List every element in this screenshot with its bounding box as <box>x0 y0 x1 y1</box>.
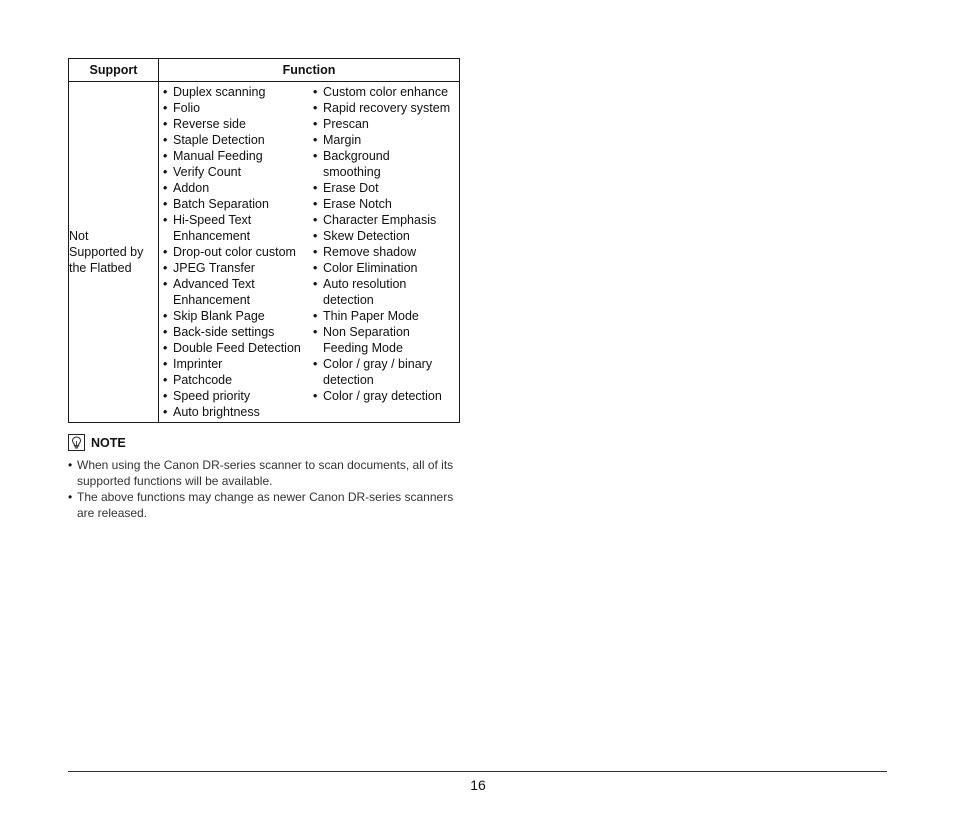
function-list-item: • Color / gray detection <box>313 388 459 404</box>
function-list-item: • Imprinter <box>163 356 313 372</box>
function-list-item: • Erase Dot <box>313 180 459 196</box>
function-list-item: • Manual Feeding <box>163 148 313 164</box>
function-list-item: • Thin Paper Mode <box>313 308 459 324</box>
function-list-item: • Skip Blank Page <box>163 308 313 324</box>
function-list-item: • Margin <box>313 132 459 148</box>
note-heading <box>68 434 126 451</box>
function-list-item: • Back-side settings <box>163 324 313 340</box>
table-row <box>69 82 460 423</box>
table-header-row <box>69 59 460 82</box>
function-list-item: • JPEG Transfer <box>163 260 313 276</box>
footer-divider <box>68 771 887 772</box>
note-list <box>68 457 460 521</box>
support-column-header: Support <box>69 59 159 82</box>
page-number: 16 <box>470 777 486 793</box>
function-list-item: • Prescan <box>313 116 459 132</box>
note-label: NOTE <box>91 435 126 450</box>
function-list-item: • Background smoothing <box>313 148 459 180</box>
function-list-item: • Remove shadow <box>313 244 459 260</box>
function-list-item: • Skew Detection <box>313 228 459 244</box>
function-list-item: • Double Feed Detection <box>163 340 313 356</box>
function-list-item: • Patchcode <box>163 372 313 388</box>
function-list-item: • Advanced Text Enhancement <box>163 276 313 308</box>
function-list-item: • Hi-Speed Text Enhancement <box>163 212 313 244</box>
function-column-header: Function <box>159 59 460 82</box>
function-list-item: • Duplex scanning <box>163 84 313 100</box>
function-list-item: • Staple Detection <box>163 132 313 148</box>
function-list-left <box>163 84 313 420</box>
function-list-item: • Drop-out color custom <box>163 244 313 260</box>
function-list-item: • Rapid recovery system <box>313 100 459 116</box>
function-list-item: • Verify Count <box>163 164 313 180</box>
lightbulb-icon <box>68 434 85 451</box>
support-value-cell <box>69 82 159 423</box>
function-list-item: • Color / gray / binary detection <box>313 356 459 388</box>
note-item: • The above functions may change as newer Canon DR-series scanners are released. <box>68 489 460 521</box>
function-list-item: • Batch Separation <box>163 196 313 212</box>
function-list-item: • Auto brightness <box>163 404 313 420</box>
function-list-item: • Speed priority <box>163 388 313 404</box>
function-list-item: • Non Separation Feeding Mode <box>313 324 459 356</box>
function-list-cell <box>159 82 460 423</box>
function-list-item: • Color Elimination <box>313 260 459 276</box>
function-list-item: • Auto resolution detection <box>313 276 459 308</box>
function-support-table <box>68 58 460 423</box>
function-list-item: • Erase Notch <box>313 196 459 212</box>
function-list-item: • Custom color enhance <box>313 84 459 100</box>
function-list-item: • Character Emphasis <box>313 212 459 228</box>
note-item: • When using the Canon DR-series scanner to scan documents, all of its supported functions will be available. <box>68 457 460 489</box>
function-list-right <box>313 84 459 404</box>
function-list-item: • Addon <box>163 180 313 196</box>
support-value: Not Supported by the Flatbed <box>69 229 144 275</box>
function-list-item: • Reverse side <box>163 116 313 132</box>
function-list-item: • Folio <box>163 100 313 116</box>
